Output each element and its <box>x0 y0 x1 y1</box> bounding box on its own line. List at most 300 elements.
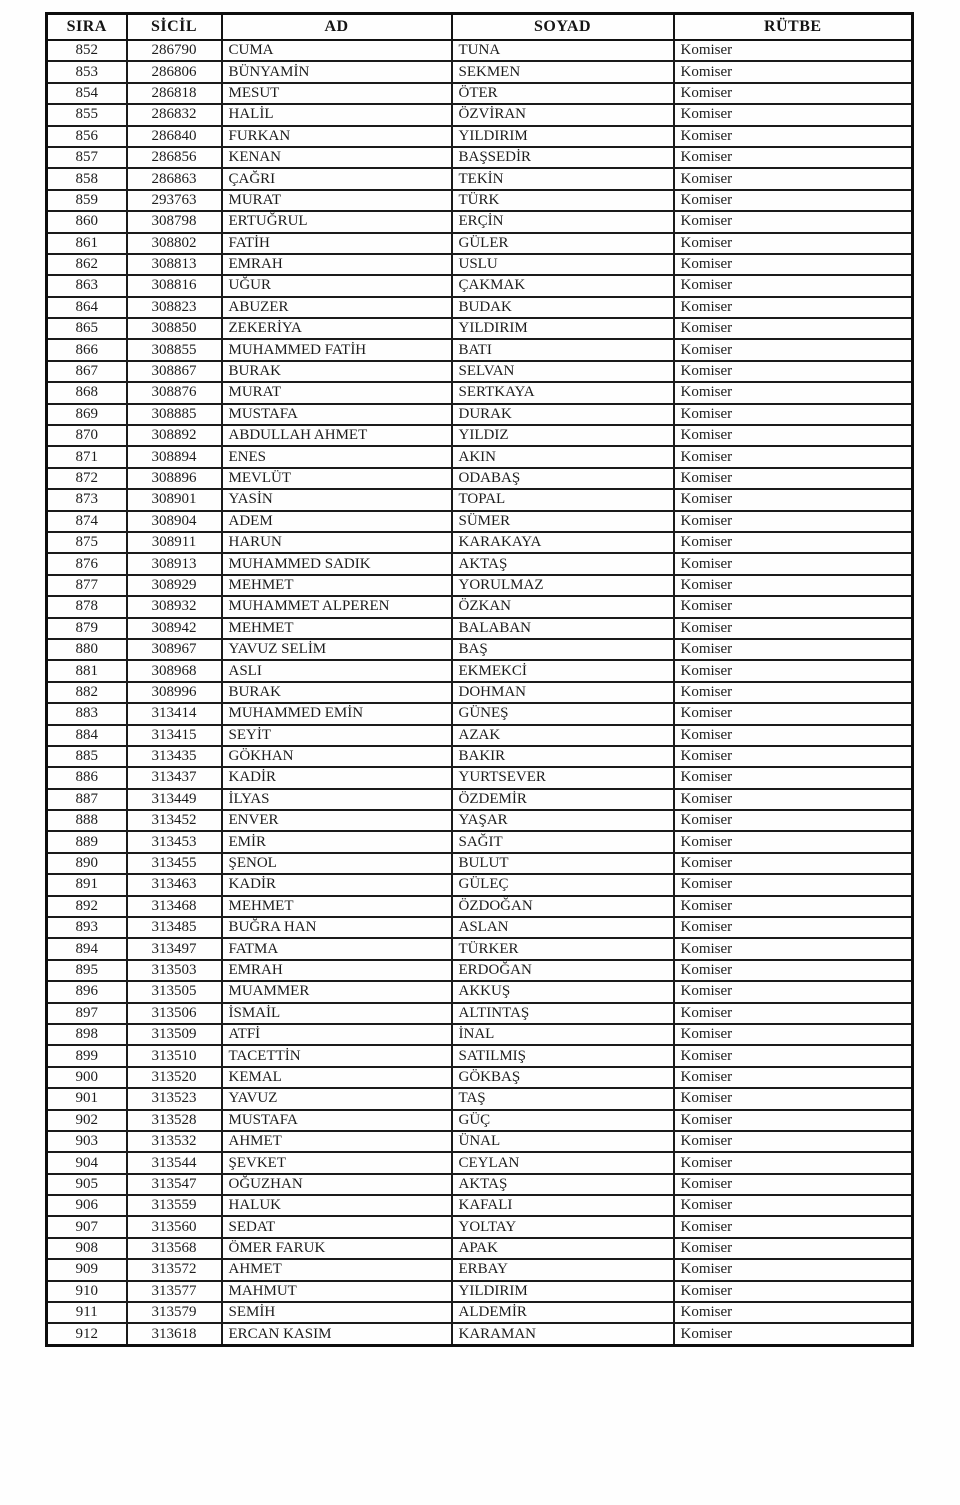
cell-ad: ÖMER FARUK <box>222 1238 452 1259</box>
cell-sira: 880 <box>47 639 127 660</box>
cell-sicil: 313577 <box>127 1281 222 1302</box>
table-row <box>47 703 913 724</box>
cell-sira: 872 <box>47 468 127 489</box>
table-row <box>47 233 913 254</box>
cell-rutbe: Komiser <box>674 1067 913 1088</box>
cell-sira: 907 <box>47 1216 127 1237</box>
cell-sicil: 313559 <box>127 1195 222 1216</box>
cell-ad: KADİR <box>222 767 452 788</box>
cell-soyad: TOPAL <box>452 489 674 510</box>
cell-rutbe: Komiser <box>674 1110 913 1131</box>
cell-sicil: 313437 <box>127 767 222 788</box>
cell-ad: CUMA <box>222 40 452 61</box>
cell-sicil: 313452 <box>127 810 222 831</box>
cell-rutbe: Komiser <box>674 468 913 489</box>
cell-ad: KENAN <box>222 147 452 168</box>
column-header-sicil: SİCİL <box>127 14 222 41</box>
cell-ad: ERCAN KASIM <box>222 1323 452 1345</box>
cell-sira: 906 <box>47 1195 127 1216</box>
cell-soyad: BAŞSEDİR <box>452 147 674 168</box>
table-row <box>47 1067 913 1088</box>
cell-soyad: GÖKBAŞ <box>452 1067 674 1088</box>
cell-rutbe: Komiser <box>674 725 913 746</box>
cell-sicil: 313579 <box>127 1302 222 1323</box>
table-row <box>47 1110 913 1131</box>
cell-rutbe: Komiser <box>674 810 913 831</box>
table-row <box>47 831 913 852</box>
cell-sicil: 313505 <box>127 981 222 1002</box>
cell-sicil: 286818 <box>127 83 222 104</box>
cell-sira: 875 <box>47 532 127 553</box>
cell-rutbe: Komiser <box>674 575 913 596</box>
cell-sira: 897 <box>47 1003 127 1024</box>
cell-ad: İLYAS <box>222 789 452 810</box>
cell-rutbe: Komiser <box>674 190 913 211</box>
cell-sicil: 308798 <box>127 211 222 232</box>
table-row <box>47 61 913 82</box>
cell-soyad: YURTSEVER <box>452 767 674 788</box>
cell-rutbe: Komiser <box>674 254 913 275</box>
cell-sira: 877 <box>47 575 127 596</box>
cell-sicil: 313449 <box>127 789 222 810</box>
cell-rutbe: Komiser <box>674 618 913 639</box>
cell-ad: EMRAH <box>222 254 452 275</box>
cell-soyad: BUDAK <box>452 297 674 318</box>
cell-sira: 873 <box>47 489 127 510</box>
table-row <box>47 190 913 211</box>
cell-ad: ÇAĞRI <box>222 168 452 189</box>
cell-soyad: ERÇİN <box>452 211 674 232</box>
cell-soyad: KARAKAYA <box>452 532 674 553</box>
cell-soyad: YORULMAZ <box>452 575 674 596</box>
table-row <box>47 596 913 617</box>
table-row <box>47 874 913 895</box>
cell-rutbe: Komiser <box>674 596 913 617</box>
column-header-rutbe: RÜTBE <box>674 14 913 41</box>
cell-soyad: SELVAN <box>452 361 674 382</box>
cell-sicil: 313506 <box>127 1003 222 1024</box>
cell-sicil: 313568 <box>127 1238 222 1259</box>
cell-rutbe: Komiser <box>674 896 913 917</box>
cell-rutbe: Komiser <box>674 660 913 681</box>
cell-ad: MURAT <box>222 382 452 403</box>
cell-sira: 888 <box>47 810 127 831</box>
cell-ad: EMİR <box>222 831 452 852</box>
cell-sira: 865 <box>47 318 127 339</box>
cell-sira: 887 <box>47 789 127 810</box>
cell-sira: 870 <box>47 425 127 446</box>
cell-soyad: AKTAŞ <box>452 1174 674 1195</box>
cell-soyad: ASLAN <box>452 917 674 938</box>
cell-sicil: 313503 <box>127 960 222 981</box>
cell-rutbe: Komiser <box>674 1045 913 1066</box>
cell-rutbe: Komiser <box>674 553 913 574</box>
cell-soyad: TUNA <box>452 40 674 61</box>
cell-ad: MURAT <box>222 190 452 211</box>
cell-ad: ŞEVKET <box>222 1152 452 1173</box>
cell-sira: 912 <box>47 1323 127 1345</box>
cell-rutbe: Komiser <box>674 318 913 339</box>
cell-ad: YAVUZ SELİM <box>222 639 452 660</box>
cell-rutbe: Komiser <box>674 361 913 382</box>
cell-rutbe: Komiser <box>674 297 913 318</box>
cell-sicil: 308850 <box>127 318 222 339</box>
cell-sicil: 313572 <box>127 1259 222 1280</box>
table-row <box>47 1045 913 1066</box>
cell-sira: 903 <box>47 1131 127 1152</box>
table-row <box>47 660 913 681</box>
table-row <box>47 1259 913 1280</box>
table-row <box>47 425 913 446</box>
cell-sira: 896 <box>47 981 127 1002</box>
table-row <box>47 767 913 788</box>
cell-soyad: ÇAKMAK <box>452 275 674 296</box>
table-row <box>47 361 913 382</box>
cell-rutbe: Komiser <box>674 938 913 959</box>
table-row <box>47 1024 913 1045</box>
cell-sicil: 308867 <box>127 361 222 382</box>
table-row <box>47 382 913 403</box>
table-row <box>47 1152 913 1173</box>
cell-ad: MEVLÜT <box>222 468 452 489</box>
table-row <box>47 318 913 339</box>
table-row <box>47 810 913 831</box>
cell-sicil: 313463 <box>127 874 222 895</box>
cell-rutbe: Komiser <box>674 1195 913 1216</box>
cell-ad: YAVUZ <box>222 1088 452 1109</box>
cell-ad: KADİR <box>222 874 452 895</box>
cell-rutbe: Komiser <box>674 147 913 168</box>
cell-soyad: ÜNAL <box>452 1131 674 1152</box>
cell-ad: MAHMUT <box>222 1281 452 1302</box>
table-row <box>47 1088 913 1109</box>
cell-sira: 879 <box>47 618 127 639</box>
cell-soyad: TÜRK <box>452 190 674 211</box>
cell-ad: FATİH <box>222 233 452 254</box>
column-header-sira: SIRA <box>47 14 127 41</box>
table-row <box>47 789 913 810</box>
cell-soyad: EKMEKCİ <box>452 660 674 681</box>
table-body <box>47 40 913 1345</box>
cell-sira: 856 <box>47 126 127 147</box>
table-row <box>47 83 913 104</box>
cell-soyad: ALTINTAŞ <box>452 1003 674 1024</box>
cell-ad: TACETTİN <box>222 1045 452 1066</box>
table-row <box>47 1323 913 1345</box>
cell-sicil: 308996 <box>127 682 222 703</box>
personnel-table <box>45 12 914 1347</box>
cell-rutbe: Komiser <box>674 1003 913 1024</box>
cell-ad: AHMET <box>222 1259 452 1280</box>
cell-sira: 867 <box>47 361 127 382</box>
table-row <box>47 275 913 296</box>
cell-sira: 876 <box>47 553 127 574</box>
cell-rutbe: Komiser <box>674 853 913 874</box>
cell-soyad: ERDOĞAN <box>452 960 674 981</box>
cell-ad: ADEM <box>222 511 452 532</box>
cell-soyad: ÖZVİRAN <box>452 104 674 125</box>
cell-soyad: ODABAŞ <box>452 468 674 489</box>
table-row <box>47 511 913 532</box>
cell-ad: GÖKHAN <box>222 746 452 767</box>
cell-sira: 868 <box>47 382 127 403</box>
cell-soyad: APAK <box>452 1238 674 1259</box>
cell-rutbe: Komiser <box>674 1259 913 1280</box>
cell-rutbe: Komiser <box>674 233 913 254</box>
cell-rutbe: Komiser <box>674 703 913 724</box>
cell-soyad: ÖZDOĞAN <box>452 896 674 917</box>
cell-soyad: YILDIRIM <box>452 1281 674 1302</box>
cell-ad: HALİL <box>222 104 452 125</box>
table-row <box>47 1281 913 1302</box>
cell-rutbe: Komiser <box>674 1216 913 1237</box>
table-row <box>47 575 913 596</box>
cell-sicil: 308876 <box>127 382 222 403</box>
cell-ad: EMRAH <box>222 960 452 981</box>
cell-soyad: SÜMER <box>452 511 674 532</box>
cell-sira: 853 <box>47 61 127 82</box>
table-row <box>47 489 913 510</box>
cell-soyad: SAĞIT <box>452 831 674 852</box>
cell-sicil: 308813 <box>127 254 222 275</box>
cell-soyad: İNAL <box>452 1024 674 1045</box>
cell-sira: 860 <box>47 211 127 232</box>
cell-ad: ASLI <box>222 660 452 681</box>
cell-soyad: USLU <box>452 254 674 275</box>
cell-soyad: SATILMIŞ <box>452 1045 674 1066</box>
cell-ad: MEHMET <box>222 896 452 917</box>
table-row <box>47 532 913 553</box>
cell-rutbe: Komiser <box>674 61 913 82</box>
cell-soyad: SEKMEN <box>452 61 674 82</box>
cell-sira: 910 <box>47 1281 127 1302</box>
cell-sira: 893 <box>47 917 127 938</box>
cell-sira: 882 <box>47 682 127 703</box>
cell-ad: MUAMMER <box>222 981 452 1002</box>
cell-rutbe: Komiser <box>674 874 913 895</box>
cell-sicil: 313468 <box>127 896 222 917</box>
table-row <box>47 746 913 767</box>
cell-soyad: ÖZKAN <box>452 596 674 617</box>
cell-rutbe: Komiser <box>674 767 913 788</box>
cell-sicil: 313547 <box>127 1174 222 1195</box>
cell-sira: 866 <box>47 339 127 360</box>
table-row <box>47 682 913 703</box>
cell-sira: 908 <box>47 1238 127 1259</box>
cell-soyad: YILDIRIM <box>452 318 674 339</box>
cell-rutbe: Komiser <box>674 1024 913 1045</box>
cell-ad: İSMAİL <box>222 1003 452 1024</box>
cell-rutbe: Komiser <box>674 981 913 1002</box>
cell-soyad: GÜLER <box>452 233 674 254</box>
table-row <box>47 297 913 318</box>
table-row <box>47 960 913 981</box>
cell-rutbe: Komiser <box>674 1238 913 1259</box>
cell-sira: 874 <box>47 511 127 532</box>
cell-sira: 861 <box>47 233 127 254</box>
cell-sira: 855 <box>47 104 127 125</box>
cell-rutbe: Komiser <box>674 511 913 532</box>
cell-soyad: GÜÇ <box>452 1110 674 1131</box>
cell-sicil: 286863 <box>127 168 222 189</box>
cell-sicil: 313560 <box>127 1216 222 1237</box>
cell-ad: BURAK <box>222 682 452 703</box>
table-row <box>47 104 913 125</box>
cell-rutbe: Komiser <box>674 83 913 104</box>
cell-sicil: 308885 <box>127 404 222 425</box>
cell-rutbe: Komiser <box>674 168 913 189</box>
cell-sicil: 308929 <box>127 575 222 596</box>
table-row <box>47 853 913 874</box>
cell-sira: 890 <box>47 853 127 874</box>
cell-ad: HALUK <box>222 1195 452 1216</box>
cell-rutbe: Komiser <box>674 425 913 446</box>
cell-sicil: 293763 <box>127 190 222 211</box>
cell-sicil: 308942 <box>127 618 222 639</box>
cell-ad: MUSTAFA <box>222 404 452 425</box>
cell-sira: 869 <box>47 404 127 425</box>
cell-ad: HARUN <box>222 532 452 553</box>
cell-sicil: 313618 <box>127 1323 222 1345</box>
cell-sicil: 308894 <box>127 446 222 467</box>
table-row <box>47 1216 913 1237</box>
cell-soyad: CEYLAN <box>452 1152 674 1173</box>
cell-sicil: 308896 <box>127 468 222 489</box>
cell-rutbe: Komiser <box>674 275 913 296</box>
cell-soyad: TÜRKER <box>452 938 674 959</box>
cell-soyad: AKIN <box>452 446 674 467</box>
cell-ad: UĞUR <box>222 275 452 296</box>
cell-rutbe: Komiser <box>674 917 913 938</box>
cell-sira: 883 <box>47 703 127 724</box>
cell-sicil: 308904 <box>127 511 222 532</box>
table-row <box>47 1238 913 1259</box>
cell-soyad: GÜNEŞ <box>452 703 674 724</box>
cell-sicil: 313520 <box>127 1067 222 1088</box>
cell-soyad: KAFALI <box>452 1195 674 1216</box>
cell-soyad: AZAK <box>452 725 674 746</box>
cell-rutbe: Komiser <box>674 1302 913 1323</box>
cell-soyad: BATI <box>452 339 674 360</box>
cell-sicil: 308816 <box>127 275 222 296</box>
cell-sira: 889 <box>47 831 127 852</box>
table-row <box>47 981 913 1002</box>
cell-sicil: 308967 <box>127 639 222 660</box>
cell-soyad: ALDEMİR <box>452 1302 674 1323</box>
table-row <box>47 938 913 959</box>
table-row <box>47 1195 913 1216</box>
table-row <box>47 404 913 425</box>
cell-sira: 884 <box>47 725 127 746</box>
cell-rutbe: Komiser <box>674 1131 913 1152</box>
cell-sicil: 313485 <box>127 917 222 938</box>
cell-ad: ZEKERİYA <box>222 318 452 339</box>
cell-sira: 891 <box>47 874 127 895</box>
cell-sira: 911 <box>47 1302 127 1323</box>
cell-soyad: BAKIR <box>452 746 674 767</box>
cell-ad: BURAK <box>222 361 452 382</box>
cell-ad: ERTUĞRUL <box>222 211 452 232</box>
cell-ad: SEDAT <box>222 1216 452 1237</box>
cell-sira: 909 <box>47 1259 127 1280</box>
cell-rutbe: Komiser <box>674 831 913 852</box>
header-row <box>47 14 913 41</box>
cell-sira: 892 <box>47 896 127 917</box>
cell-sicil: 308901 <box>127 489 222 510</box>
cell-sicil: 313544 <box>127 1152 222 1173</box>
cell-sira: 858 <box>47 168 127 189</box>
cell-sicil: 313532 <box>127 1131 222 1152</box>
cell-rutbe: Komiser <box>674 1281 913 1302</box>
cell-sicil: 313435 <box>127 746 222 767</box>
cell-ad: FURKAN <box>222 126 452 147</box>
cell-rutbe: Komiser <box>674 40 913 61</box>
cell-rutbe: Komiser <box>674 446 913 467</box>
table-row <box>47 468 913 489</box>
cell-sicil: 313528 <box>127 1110 222 1131</box>
cell-sicil: 313497 <box>127 938 222 959</box>
table-row <box>47 1302 913 1323</box>
cell-sicil: 313510 <box>127 1045 222 1066</box>
table-row <box>47 40 913 61</box>
cell-ad: ENES <box>222 446 452 467</box>
cell-rutbe: Komiser <box>674 639 913 660</box>
cell-soyad: BALABAN <box>452 618 674 639</box>
table-row <box>47 254 913 275</box>
cell-soyad: ÖTER <box>452 83 674 104</box>
cell-soyad: BULUT <box>452 853 674 874</box>
cell-ad: ATFİ <box>222 1024 452 1045</box>
cell-sira: 899 <box>47 1045 127 1066</box>
cell-soyad: ÖZDEMİR <box>452 789 674 810</box>
cell-ad: ENVER <box>222 810 452 831</box>
cell-soyad: AKKUŞ <box>452 981 674 1002</box>
cell-soyad: TEKİN <box>452 168 674 189</box>
cell-sicil: 286832 <box>127 104 222 125</box>
cell-ad: MUHAMMED SADIK <box>222 553 452 574</box>
cell-rutbe: Komiser <box>674 789 913 810</box>
column-header-soyad: SOYAD <box>452 14 674 41</box>
cell-soyad: DURAK <box>452 404 674 425</box>
cell-soyad: DOHMAN <box>452 682 674 703</box>
cell-sicil: 313414 <box>127 703 222 724</box>
cell-sira: 863 <box>47 275 127 296</box>
cell-rutbe: Komiser <box>674 404 913 425</box>
cell-soyad: TAŞ <box>452 1088 674 1109</box>
cell-sira: 886 <box>47 767 127 788</box>
cell-soyad: YILDIRIM <box>452 126 674 147</box>
cell-sira: 885 <box>47 746 127 767</box>
cell-sira: 878 <box>47 596 127 617</box>
table-row <box>47 896 913 917</box>
cell-ad: BÜNYAMİN <box>222 61 452 82</box>
cell-ad: MUHAMMED EMİN <box>222 703 452 724</box>
column-header-ad: AD <box>222 14 452 41</box>
cell-sira: 894 <box>47 938 127 959</box>
table-row <box>47 639 913 660</box>
cell-rutbe: Komiser <box>674 682 913 703</box>
cell-ad: FATMA <box>222 938 452 959</box>
cell-ad: MEHMET <box>222 575 452 596</box>
table-row <box>47 1003 913 1024</box>
cell-sira: 881 <box>47 660 127 681</box>
cell-rutbe: Komiser <box>674 1174 913 1195</box>
table-row <box>47 168 913 189</box>
cell-soyad: BAŞ <box>452 639 674 660</box>
cell-soyad: YAŞAR <box>452 810 674 831</box>
cell-ad: YASİN <box>222 489 452 510</box>
cell-sira: 859 <box>47 190 127 211</box>
